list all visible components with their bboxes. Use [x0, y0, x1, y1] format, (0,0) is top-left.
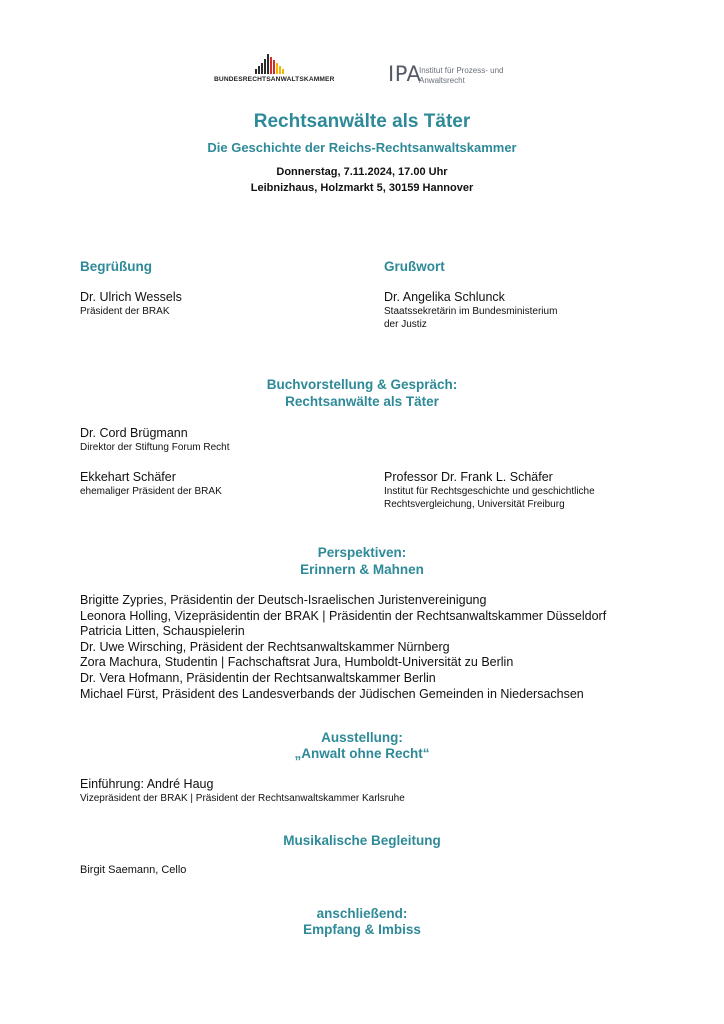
event-date: Donnerstag, 7.11.2024, 17.00 Uhr	[276, 166, 448, 178]
exhibition-speaker-role: Vizepräsident der BRAK | Präsident der Rechtsanwaltskammer Karlsruhe	[80, 793, 405, 804]
brak-bars-icon	[255, 54, 285, 74]
perspectives-heading-line1: Perspektiven:	[317, 545, 407, 560]
list-item: Brigitte Zypries, Präsidentin der Deutsch-Israelischen Juristenvereinigung	[80, 593, 487, 607]
closing-heading-line1: anschließend:	[316, 906, 408, 921]
music-heading: Musikalische Begleitung	[283, 833, 441, 848]
welcome-heading: Begrüßung	[80, 259, 152, 274]
welcome-speaker-role: Präsident der BRAK	[80, 306, 170, 317]
perspectives-list	[80, 593, 606, 702]
exhibition-heading-line1: Ausstellung:	[321, 730, 403, 745]
ipa-logo-line1: Institut für Prozess- und	[419, 66, 504, 75]
exhibition-speaker-name: Einführung: André Haug	[80, 777, 214, 791]
book-speaker3-role-line2: Rechtsvergleichung, Universität Freiburg	[384, 499, 565, 510]
book-speaker3-name: Professor Dr. Frank L. Schäfer	[384, 470, 553, 484]
page-subtitle: Die Geschichte der Reichs-Rechtsanwaltskammer	[207, 140, 517, 155]
brak-logo-text: BUNDESRECHTSANWALTSKAMMER	[214, 76, 335, 83]
book-speaker1-role: Direktor der Stiftung Forum Recht	[80, 442, 230, 453]
list-item: Dr. Uwe Wirsching, Präsident der Rechtsanwaltskammer Nürnberg	[80, 639, 450, 654]
ipa-logo-line2: Anwaltsrecht	[419, 76, 465, 85]
book-speaker3-role-line1: Institut für Rechtsgeschichte und geschichtliche	[384, 486, 595, 497]
book-speaker1-name: Dr. Cord Brügmann	[80, 426, 188, 440]
page-title: Rechtsanwälte als Täter	[253, 111, 471, 132]
ipa-logo-mark: IPA	[388, 62, 422, 86]
ipa-logo-text	[419, 66, 503, 86]
list-item: Michael Fürst, Präsident des Landesverbands der Jüdischen Gemeinden in Niedersachsen	[80, 686, 584, 701]
book-heading-line2: Rechtsanwälte als Täter	[285, 394, 439, 409]
greeting-speaker-role-line1: Staatssekretärin im Bundesministerium	[384, 306, 558, 317]
list-item: Zora Machura, Studentin | Fachschaftsrat Jura, Humboldt-Universität zu Berlin	[80, 655, 514, 670]
greeting-speaker-name: Dr. Angelika Schlunck	[384, 290, 505, 304]
ipa-logo	[388, 62, 518, 90]
list-item: Patricia Litten, Schauspielerin	[80, 624, 245, 639]
greeting-heading: Grußwort	[384, 259, 445, 274]
event-venue: Leibnizhaus, Holzmarkt 5, 30159 Hannover	[250, 182, 474, 194]
music-performer: Birgit Saemann, Cello	[80, 864, 187, 876]
brak-logo	[214, 54, 335, 88]
closing-heading-line2: Empfang & Imbiss	[303, 922, 421, 937]
exhibition-heading-line2: „Anwalt ohne Recht“	[294, 746, 430, 761]
list-item: Leonora Holling, Vizepräsidentin der BRAK | Präsidentin der Rechtsanwaltskammer Düsseldorf	[80, 608, 607, 623]
book-heading-line1: Buchvorstellung & Gespräch:	[266, 377, 458, 392]
book-speaker2-role: ehemaliger Präsident der BRAK	[80, 486, 222, 497]
greeting-speaker-role-line2: der Justiz	[384, 319, 427, 330]
book-speaker2-name: Ekkehart Schäfer	[80, 470, 176, 484]
list-item: Dr. Vera Hofmann, Präsidentin der Rechtsanwaltskammer Berlin	[80, 670, 436, 685]
welcome-speaker-name: Dr. Ulrich Wessels	[80, 290, 182, 304]
perspectives-heading-line2: Erinnern & Mahnen	[300, 562, 424, 577]
